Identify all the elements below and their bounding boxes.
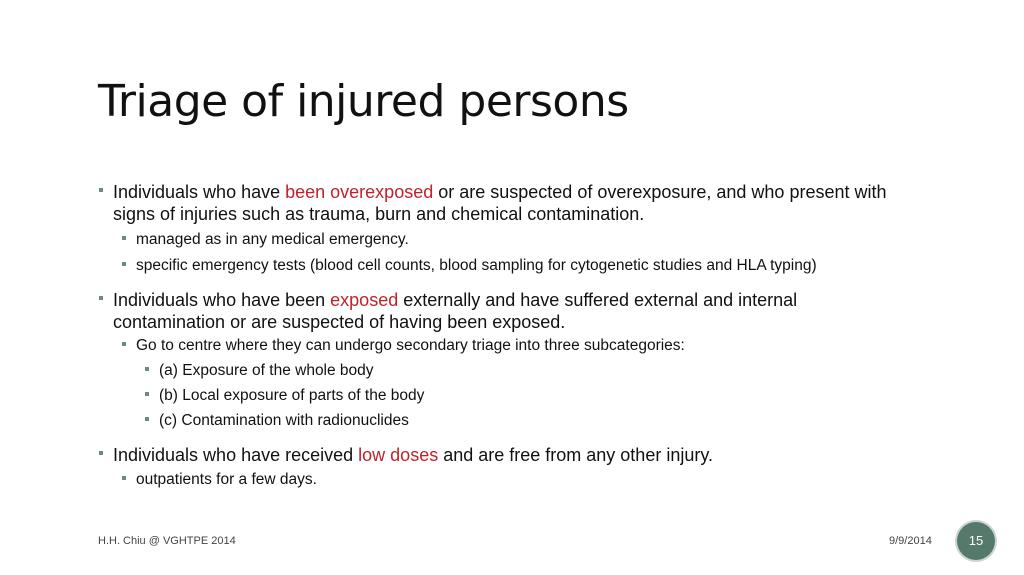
sub-bullet-item	[98, 470, 898, 489]
sub-bullet-item	[98, 336, 898, 355]
bullet-text: externally and have suffered external and internal contamination or are suspected of having been exposed.	[113, 290, 798, 332]
highlight-text: low doses	[358, 445, 439, 465]
sub-bullet-item	[98, 230, 898, 249]
bullet-marker	[122, 476, 126, 480]
subsub-bullet-text: (b) Local exposure of parts of the body	[159, 387, 425, 404]
bullet-item	[98, 181, 898, 225]
bullet-item	[98, 289, 898, 333]
bullet-marker	[99, 188, 103, 192]
sub-bullet-text: Go to centre where they can undergo secondary triage into three subcategories:	[136, 337, 685, 354]
footer-author: H.H. Chiu @ VGHTPE 2014	[98, 535, 236, 547]
bullet-text: and are free from any other injury.	[438, 445, 714, 465]
sub-bullet-text: outpatients for a few days.	[136, 471, 317, 488]
bullet-marker	[122, 236, 126, 240]
sub-bullet-item	[98, 256, 898, 275]
page-number-badge: 15	[957, 522, 995, 560]
subsub-bullet-item	[98, 361, 898, 380]
bullet-text: or are suspected of overexposure, and who present with signs of injuries such as trauma, burn and chemical contamination.	[113, 182, 887, 224]
subsub-bullet-item	[98, 411, 898, 430]
bullet-marker	[145, 367, 149, 371]
sub-bullet-text: specific emergency tests (blood cell counts, blood sampling for cytogenetic studies and HLA typing)	[136, 257, 817, 274]
bullet-marker	[145, 392, 149, 396]
bullet-marker	[122, 342, 126, 346]
bullet-item	[98, 444, 898, 466]
highlight-text: been overexposed	[285, 182, 434, 202]
bullet-marker	[145, 417, 149, 421]
highlight-text: exposed	[330, 290, 399, 310]
bullet-text: Individuals who have been	[113, 290, 331, 310]
bullet-marker	[122, 262, 126, 266]
slide-title: Triage of injured persons	[98, 76, 629, 127]
subsub-bullet-text: (c) Contamination with radionuclides	[159, 412, 409, 429]
footer-date: 9/9/2014	[889, 535, 932, 547]
subsub-bullet-item	[98, 386, 898, 405]
bullet-marker	[99, 296, 103, 300]
bullet-text: Individuals who have received	[113, 445, 359, 465]
sub-bullet-text: managed as in any medical emergency.	[136, 231, 409, 248]
slide-content	[98, 181, 898, 489]
subsub-bullet-text: (a) Exposure of the whole body	[159, 362, 374, 379]
bullet-text: Individuals who have	[113, 182, 286, 202]
bullet-marker	[99, 451, 103, 455]
